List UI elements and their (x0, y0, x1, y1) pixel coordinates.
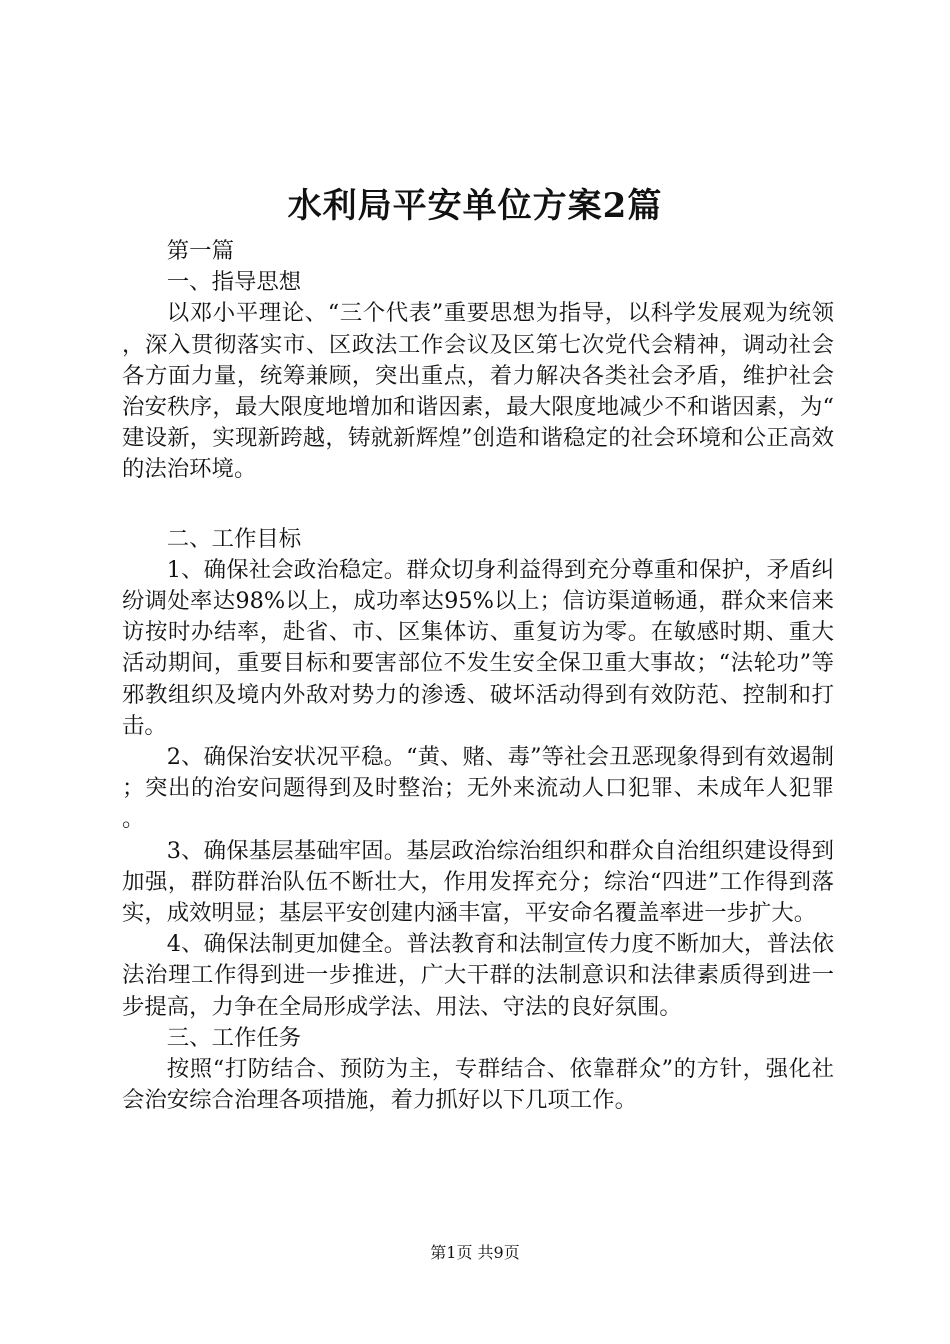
section-heading-first: 第一篇 (166, 238, 234, 264)
paragraph-goal-2: 2、确保治安状况平稳。“黄、赌、毒”等社会丑恶现象得到有效遏制；突出的治安问题得到及时整治；无外来流动人口犯罪、未成年人犯罪。 (122, 744, 834, 833)
section-heading-work-goals: 二、工作目标 (166, 525, 302, 552)
document-body (122, 236, 834, 1116)
section-heading-work-tasks: 三、工作任务 (166, 1024, 302, 1051)
paragraph-spacer (122, 486, 834, 524)
page-footer: 第1页 共9页 (430, 1243, 520, 1262)
paragraph-work-tasks: 按照“打防结合、预防为主，专群结合、依靠群众”的方针，强化社会治安综合治理各项措施，着力抓好以下几项工作。 (122, 1056, 834, 1114)
document-title: 水利局平安单位方案2篇 (287, 186, 663, 226)
paragraph-goal-3: 3、确保基层基础牢固。基层政治综治组织和群众自治组织建设得到加强，群防群治队伍不断壮大，作用发挥充分；综治“四进”工作得到落实，成效明显；基层平安创建内涵丰富，平安命名覆盖率进一步扩大。 (122, 837, 834, 927)
paragraph-goal-4: 4、确保法制更加健全。普法教育和法制宣传力度不断加大，普法依法治理工作得到进一步推进，广大干群的法制意识和法律素质得到进一步提高，力争在全局形成学法、用法、守法的良好氛围。 (122, 931, 834, 1020)
paragraph-guiding-ideology: 以邓小平理论、“三个代表”重要思想为指导，以科学发展观为统领，深入贯彻落实市、区政法工作会议及区第七次党代会精神，调动社会各方面力量，统筹兼顾，突出重点，着力解决各类社会矛盾，维护社会治安秩序，最大限度地增加和谐因素，最大限度地减少不和谐因素，为“建设新，实现新跨越，铸就新辉煌”创造和谐稳定的社会环境和公正高效的法治环境。 (122, 300, 834, 483)
paragraph-goal-1: 1、确保社会政治稳定。群众切身利益得到充分尊重和保护，矛盾纠纷调处率达98%以上，成功率达95%以上；信访渠道畅通，群众来信来访按时办结率，赴省、市、区集体访、重复访为零。在敏感时期、重大活动期间，重要目标和要害部位不发生安全保卫重大事故；“法轮功”等邪教组织及境内外敌对势力的渗透、破坏活动得到有效防范、控制和打击。 (122, 556, 834, 739)
section-heading-guiding-ideology: 一、指导思想 (166, 269, 302, 296)
